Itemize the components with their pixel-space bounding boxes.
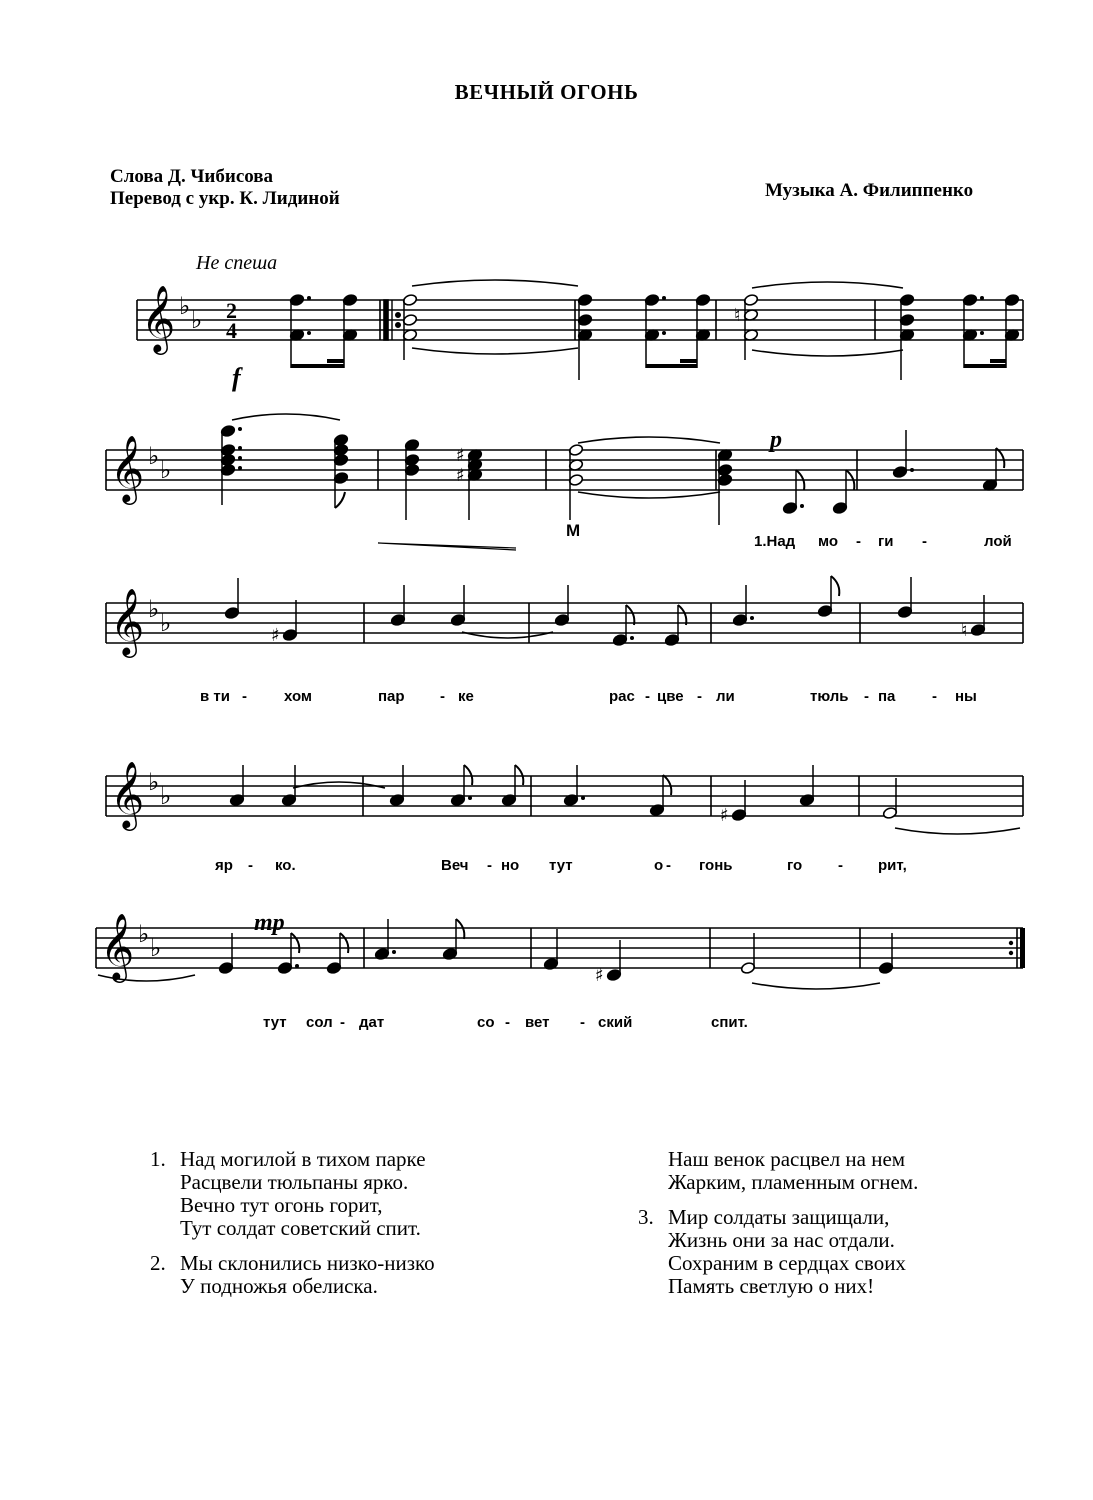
- lyric-syllable: рас: [609, 688, 635, 705]
- translator-credit: Перевод с укр. К. Лидиной: [110, 188, 340, 209]
- verse-line: Мы склонились низко-низко: [180, 1251, 435, 1275]
- lyric-syllable: мо: [818, 533, 839, 550]
- natural-icon: ♮: [734, 305, 741, 326]
- verse-line: Над могилой в тихом парке: [180, 1147, 426, 1171]
- tie: [752, 983, 880, 989]
- composer-credit: Музыка А. Филиппенко: [765, 180, 974, 201]
- natural-icon: ♮: [961, 620, 968, 641]
- dot: [238, 456, 242, 460]
- lyric-syllable: -: [922, 533, 927, 550]
- treble-clef-icon: 𝄞: [110, 760, 145, 828]
- tie: [578, 437, 720, 443]
- tie: [752, 350, 903, 356]
- treble-clef-icon: 𝄞: [100, 912, 135, 980]
- verse-block: [150, 1252, 435, 1298]
- verses-right-column: [638, 1148, 918, 1310]
- marcato-mark: М: [566, 521, 581, 540]
- flag: [515, 765, 523, 785]
- note: [720, 805, 747, 826]
- note: [782, 501, 804, 514]
- note: [892, 465, 914, 478]
- lyric-syllable: -: [242, 688, 247, 705]
- verse-line: Тут солдат советский спит.: [180, 1216, 421, 1240]
- lyric-syllable: -: [666, 857, 671, 874]
- lyric-syllable: -: [856, 533, 861, 550]
- lyric-syllable: -: [864, 688, 869, 705]
- lyric-syllable: -: [340, 1014, 345, 1031]
- dot: [468, 796, 472, 800]
- lyric-syllable: лой: [984, 533, 1012, 550]
- lyric-syllable: хом: [284, 688, 313, 705]
- lyric-syllable: -: [505, 1014, 510, 1031]
- repeat-dot: [1009, 951, 1013, 955]
- treble-clef-icon: 𝄞: [141, 284, 176, 352]
- lyric-syllable: Веч: [441, 857, 469, 874]
- sharp-icon: ♯: [271, 625, 280, 646]
- verse-line: Жарким, пламенным огнем.: [668, 1170, 919, 1194]
- verse-block: [150, 1148, 435, 1240]
- note: [732, 613, 754, 626]
- lyric-syllable: -: [645, 688, 650, 705]
- lyric-syllable: ги: [878, 533, 894, 550]
- repeat-dot: [396, 313, 400, 317]
- flag: [678, 605, 686, 625]
- lyric-syllable: в ти: [200, 688, 230, 705]
- repeat-dot: [1009, 941, 1013, 945]
- final-bar-thick: [1020, 928, 1025, 968]
- dot: [295, 964, 299, 968]
- flag: [340, 933, 348, 953]
- treble-clef-icon: 𝄞: [110, 587, 145, 655]
- lyric-syllable: па: [878, 688, 896, 705]
- verse-line: Расцвели тюльпаны ярко.: [180, 1170, 409, 1194]
- dot: [910, 468, 914, 472]
- dot: [980, 296, 984, 300]
- dot: [800, 504, 804, 508]
- verse-line: Память светлую о них!: [668, 1274, 875, 1298]
- flag: [996, 448, 1004, 468]
- dot: [662, 296, 666, 300]
- lyric-syllable: ке: [458, 688, 474, 705]
- lyric-syllable: пар: [378, 688, 405, 705]
- verse-line: Наш венок расцвел на нем: [668, 1147, 906, 1171]
- flat-b-icon: ♭: [138, 920, 150, 948]
- lyrics: [200, 533, 1012, 1031]
- tie: [412, 280, 578, 286]
- verse-line: Сохраним в сердцах своих: [668, 1251, 906, 1275]
- lyric-syllable: -: [932, 688, 937, 705]
- lyric-syllable: но: [501, 857, 520, 874]
- lyric-syllable: цве: [657, 688, 684, 705]
- flag: [291, 933, 299, 953]
- tie: [752, 282, 903, 288]
- flat-e-icon: ♭: [191, 306, 203, 334]
- dot: [750, 616, 754, 620]
- lyric-syllable: -: [697, 688, 702, 705]
- sharp-icon: ♯: [720, 805, 729, 826]
- lyric-syllable: го: [787, 857, 803, 874]
- dot: [392, 950, 396, 954]
- flat-b-icon: ♭: [179, 292, 191, 320]
- song-title: ВЕЧНЫЙ ОГОНЬ: [454, 80, 639, 104]
- flat-e-icon: ♭: [150, 934, 162, 962]
- dot: [307, 331, 311, 335]
- tie: [232, 414, 340, 420]
- sharp-icon: ♯: [595, 965, 604, 986]
- dot: [238, 427, 242, 431]
- lyric-syllable: 1.Над: [754, 533, 796, 550]
- lyric-syllable: ский: [598, 1014, 633, 1031]
- flat-b-icon: ♭: [148, 768, 160, 796]
- mezzo-piano-mark: mp: [254, 910, 285, 936]
- lyric-syllable: ко.: [275, 857, 296, 874]
- lyric-syllable: тюль: [810, 688, 849, 705]
- flat-b-icon: ♭: [148, 442, 160, 470]
- note: [734, 305, 759, 326]
- lyric-syllable: -: [838, 857, 843, 874]
- time-signature-top: 2: [226, 298, 237, 323]
- lyric-syllable: -: [487, 857, 492, 874]
- flag: [335, 492, 345, 508]
- flag: [831, 576, 839, 596]
- treble-clef-icon: 𝄞: [110, 434, 145, 502]
- repeat-start-thick: [384, 300, 388, 340]
- sharp-icon: ♯: [456, 465, 465, 486]
- verse-block: [638, 1206, 918, 1298]
- flat-e-icon: ♭: [160, 782, 172, 810]
- verse-number: 3.: [638, 1205, 654, 1229]
- dot: [238, 466, 242, 470]
- lyric-syllable: дат: [359, 1014, 385, 1031]
- lyric-syllable: со: [477, 1014, 495, 1031]
- note: [612, 633, 634, 646]
- lyric-syllable: рит,: [878, 857, 907, 874]
- tie: [412, 348, 578, 354]
- lyric-syllable: гонь: [699, 857, 733, 874]
- verse-block: [638, 1148, 918, 1194]
- verse-line: Мир солдаты защищали,: [668, 1205, 890, 1229]
- tie: [578, 492, 720, 498]
- tie: [293, 782, 385, 788]
- flag: [626, 605, 634, 625]
- flat-e-icon: ♭: [160, 609, 172, 637]
- piano-mark: p: [770, 427, 782, 453]
- lyric-syllable: -: [248, 857, 253, 874]
- flag: [464, 765, 472, 785]
- lyric-syllable: тут: [549, 857, 573, 874]
- sharp-icon: ♯: [456, 445, 465, 466]
- dot: [662, 331, 666, 335]
- verse-line: Вечно тут огонь горит,: [180, 1193, 383, 1217]
- lyric-syllable: о: [654, 857, 664, 874]
- dot: [581, 796, 585, 800]
- lyric-syllable: вет: [525, 1014, 550, 1031]
- lyric-syllable: сол: [306, 1014, 333, 1031]
- dot: [238, 446, 242, 450]
- dot: [630, 636, 634, 640]
- lyric-syllable: спит.: [711, 1014, 748, 1031]
- lyric-syllable: -: [580, 1014, 585, 1031]
- dot: [980, 331, 984, 335]
- lyric-syllable: тут: [263, 1014, 287, 1031]
- dot: [307, 296, 311, 300]
- verses-left-column: [150, 1148, 435, 1310]
- lyric-syllable: -: [440, 688, 445, 705]
- lyric-syllable: яр: [215, 857, 233, 874]
- lyric-syllable: ны: [955, 688, 977, 705]
- verse-line: Жизнь они за нас отдали.: [668, 1228, 895, 1252]
- markings: [232, 363, 782, 936]
- forte-mark: f: [232, 363, 241, 392]
- verse-number: 2.: [150, 1251, 166, 1275]
- time-signature-bottom: 4: [226, 318, 237, 343]
- tempo-marking: Не спеша: [196, 252, 278, 274]
- flag: [663, 775, 671, 795]
- lyric-syllable: ли: [716, 688, 735, 705]
- flat-b-icon: ♭: [148, 595, 160, 623]
- note: [220, 424, 242, 437]
- repeat-dot: [396, 323, 400, 327]
- tie: [895, 828, 1020, 834]
- flat-e-icon: ♭: [160, 456, 172, 484]
- decrescendo-hairpin: [378, 543, 516, 550]
- lyricist-credit: Слова Д. Чибисова: [110, 166, 274, 187]
- flag: [456, 919, 464, 939]
- verse-number: 1.: [150, 1147, 166, 1171]
- verse-line: У подножья обелиска.: [180, 1274, 378, 1298]
